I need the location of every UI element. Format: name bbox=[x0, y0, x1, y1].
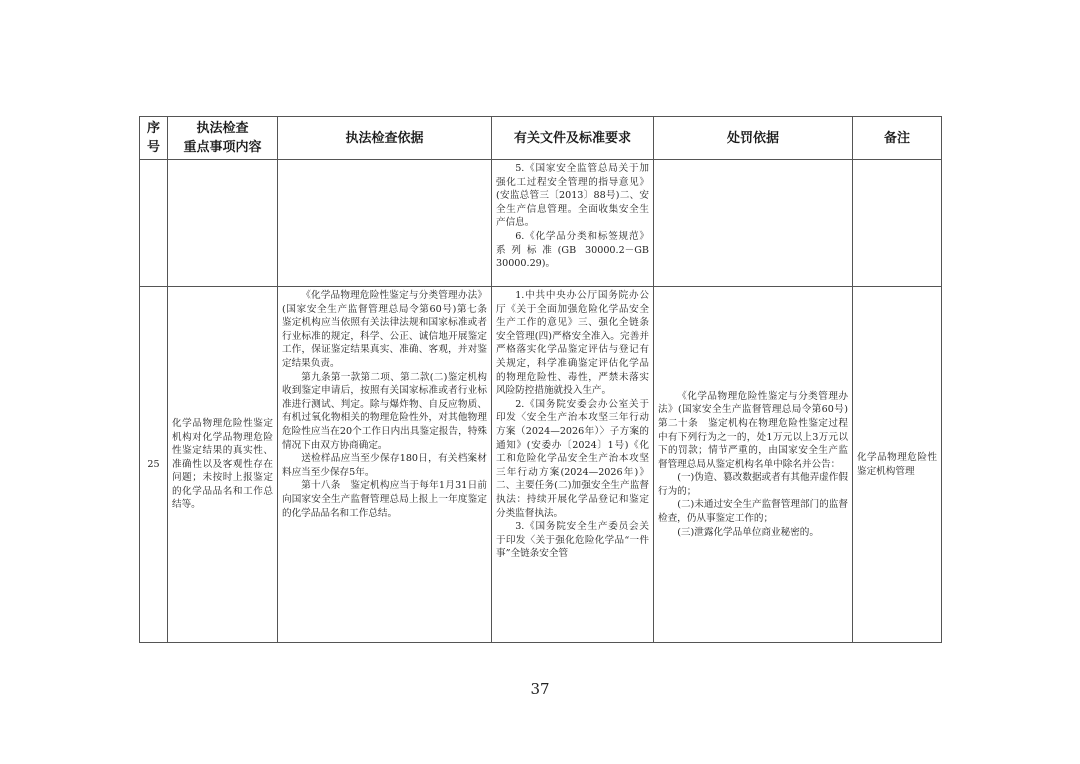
basis-paragraph: 《化学品物理危险性鉴定与分类管理办法》(国家安全生产监督管理总局令第60号)第七条 鉴定机构应当依照有关法律法规和国家标准或者行业标准的规定，科学、公正、诚信地开展鉴定工作，保证鉴定结果真实、准确、客观，并对鉴定结果负责。 bbox=[282, 290, 497, 369]
row1-item bbox=[168, 160, 278, 287]
regulation-table bbox=[139, 116, 942, 643]
page-number: 37 bbox=[530, 680, 550, 698]
row1-docs bbox=[492, 160, 654, 287]
row1-basis bbox=[278, 160, 492, 287]
basis-paragraph: 送检样品应当至少保存180日，有关档案材料应当至少保存5年。 bbox=[282, 453, 487, 478]
row1-penalty bbox=[654, 160, 853, 287]
penalty-paragraph: 《化学品物理危险性鉴定与分类管理办法》(国家安全生产监督管理总局令第60号)第二十条 鉴定机构在物理危险性鉴定过程中有下列行为之一的，处1万元以上3万元以下的罚款；情节严重的，由国家安全生产监督管理总局从鉴定机构名单中除名并公告： bbox=[658, 390, 848, 470]
header-no: 序号 bbox=[140, 117, 168, 160]
penalty-paragraph: (一)伪造、篡改数据或者有其他弄虚作假行为的； bbox=[658, 472, 848, 497]
row2-penalty bbox=[654, 287, 853, 643]
docs-paragraph: 6.《化学品分类和标签规范》系列标准(GB 30000.2－GB 30000.29)。 bbox=[496, 230, 653, 270]
docs-paragraph: 1.中共中央办公厅国务院办公厅《关于全面加强危险化学品安全生产工作的意见》三、强化全链条安全管理(四)严格安全准入。完善并严格落实化学品鉴定评估与登记有关规定，科学准确鉴定评估化学品的物理危险性、毒性，严禁未落实风险防控措施就投入生产。 bbox=[496, 290, 649, 397]
row2-basis bbox=[278, 287, 497, 643]
row2-remark bbox=[853, 287, 942, 643]
header-penalty: 处罚依据 bbox=[654, 117, 853, 160]
docs-paragraph: 2.《国务院安委会办公室关于印发〈安全生产治本攻坚三年行动方案（2024—2026年）〉子方案的通知》(安委办〔2024〕1号)《化工和危险化学品安全生产治本攻坚三年行动方案(2024—2026年)》二、主要任务(二)加强安全生产监督执法：持续开展化学品登记和鉴定分类监督执法。 bbox=[496, 398, 649, 519]
header-item: 执法检查 重点事项内容 bbox=[168, 117, 278, 160]
header-basis: 执法检查依据 bbox=[278, 117, 492, 160]
item-text: 化学品物理危险性鉴定机构对化学品物理危险性鉴定结果的真实性、准确性以及客观性存在问题；未按时上报鉴定的化学品品名和工作总结等。 bbox=[172, 417, 273, 511]
header-remark: 备注 bbox=[853, 117, 942, 160]
remark-text: 化学品物理危险性鉴定机构管理 bbox=[857, 451, 937, 477]
penalty-paragraph: (二)未通过安全生产监督管理部门的监督检查，仍从事鉴定工作的； bbox=[658, 499, 848, 525]
row2-docs bbox=[492, 287, 654, 643]
row2-no: 25 bbox=[140, 287, 168, 643]
docs-paragraph: 3.《国务院安全生产委员会关于印发〈关于强化危险化学品“一件事”全链条安全管 bbox=[496, 521, 649, 560]
row1-remark bbox=[853, 160, 942, 287]
table-header-row bbox=[140, 117, 942, 160]
table-row bbox=[140, 160, 942, 287]
row1-no bbox=[140, 160, 168, 287]
basis-paragraph: 第九条第一款第二项、第二款(二)鉴定机构收到鉴定申请后，按照有关国家标准或者行业标准进行测试、判定。除与爆炸物、自反应物质、有机过氧化物相关的物理危险性外，对其他物理危险性应当在20个工作日内出具鉴定报告，特殊情况下由双方协商确定。 bbox=[282, 371, 487, 451]
table-row bbox=[140, 287, 942, 643]
basis-paragraph: 第十八条 鉴定机构应当于每年1月31日前向国家安全生产监督管理总局上报上一年度鉴定的化学品品名和工作总结。 bbox=[282, 480, 487, 519]
penalty-paragraph: (三)泄露化学品单位商业秘密的。 bbox=[677, 526, 819, 538]
header-docs: 有关文件及标准要求 bbox=[492, 117, 654, 160]
docs-paragraph: 5.《国家安全监管总局关于加强化工过程安全管理的指导意见》(安监总管三〔2013〕88号)二、安全生产信息管理。全面收集安全生产信息。 bbox=[496, 163, 649, 229]
row2-item bbox=[168, 287, 278, 643]
